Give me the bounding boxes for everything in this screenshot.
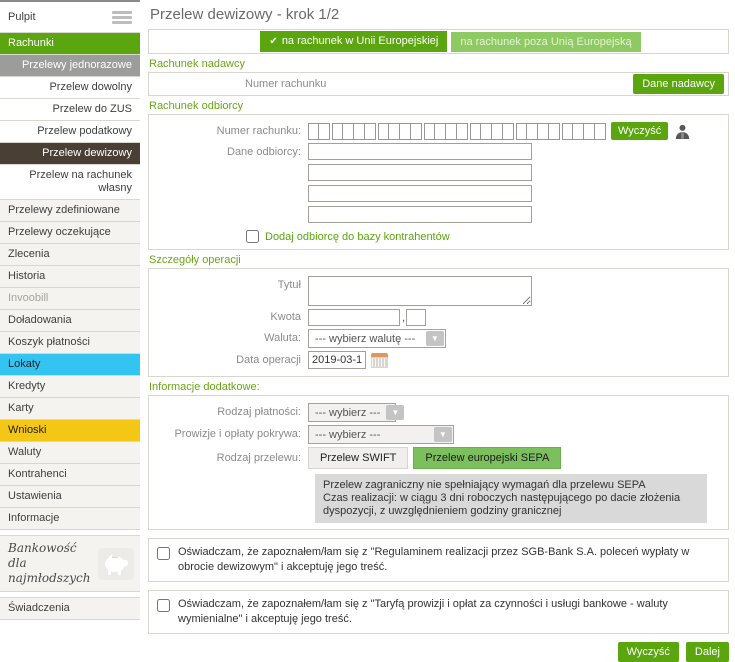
account-digit-cell[interactable] (470, 123, 481, 140)
account-digit-cell[interactable] (365, 123, 376, 140)
account-digit-cell[interactable] (503, 123, 514, 140)
sidebar-item-przelewy-jednorazowe[interactable]: Przelewy jednorazowe (0, 55, 140, 77)
declaration-2-text: Oświadczam, że zapoznałem/łam się z "Taryfą prowizji i opłat za czynności i usługi bankowe - waluty wymienialne" i akceptuję jego treść. (178, 598, 668, 625)
account-digit-cell[interactable] (354, 123, 365, 140)
declaration-panel-1 (148, 538, 729, 582)
piggy-bank-icon (98, 548, 134, 580)
additional-panel (148, 395, 729, 530)
account-digit-cell[interactable] (435, 123, 446, 140)
amount-decimals-input[interactable] (406, 309, 426, 326)
account-digit-cell[interactable] (378, 123, 389, 140)
details-section-label: Szczegóły operacji (149, 254, 241, 266)
account-digit-cell[interactable] (492, 123, 503, 140)
recipient-data-inputs (308, 143, 532, 223)
sidebar-item-label: Bankowość dla najmłodszych (8, 541, 91, 585)
next-step-button[interactable]: Dalej (686, 642, 729, 662)
sidebar-item-bankowosc-dla-najmlodszych[interactable] (0, 535, 140, 592)
payment-type-select[interactable] (308, 403, 400, 422)
transfer-type-label: Rodzaj przelewu: (216, 451, 301, 464)
sidebar-item-przelewy-zdefiniowane[interactable]: Przelewy zdefiniowane (0, 200, 140, 222)
add-to-contacts-checkbox[interactable] (246, 230, 259, 243)
transfer-info-line2: Czas realizacji: w ciągu 3 dni roboczych następującego po dacie złożenia dyspozycji, z uwzględnieniem godziny granicznej (323, 492, 681, 517)
payment-type-selected-value: --- wybierz --- (315, 406, 381, 419)
account-digit-cell[interactable] (457, 123, 468, 140)
chevron-down-icon: ▼ (426, 331, 444, 346)
sidebar-item-informacje[interactable]: Informacje (0, 508, 140, 530)
account-digit-cell[interactable] (573, 123, 584, 140)
tab-eu-account[interactable] (260, 31, 447, 52)
details-panel (148, 268, 729, 377)
sidebar-item-koszyk-platnosci[interactable]: Koszyk płatności (0, 332, 140, 354)
account-digit-cell[interactable] (562, 123, 573, 140)
recipient-data-input-1[interactable] (308, 143, 532, 160)
recipient-data-label: Dane odbiorcy: (227, 146, 301, 158)
sender-account-label: Numer rachunku (245, 78, 327, 90)
account-digit-cell[interactable] (595, 123, 606, 140)
recipient-account-segments[interactable] (308, 123, 606, 140)
recipient-data-input-4[interactable] (308, 206, 532, 223)
account-digit-cell[interactable] (308, 123, 319, 140)
account-digit-cell[interactable] (481, 123, 492, 140)
title-label: Tytuł (277, 279, 301, 291)
account-segment-group (332, 123, 376, 140)
sender-section-label: Rachunek nadawcy (149, 58, 246, 70)
page-title: Przelew dewizowy - krok 1/2 (150, 6, 340, 23)
account-segment-group (424, 123, 468, 140)
sidebar-item-przelew-dowolny[interactable]: Przelew dowolny (0, 77, 140, 99)
sender-details-button[interactable]: Dane nadawcy (633, 74, 724, 94)
sidebar-item-przelew-na-rachunek-wlasny[interactable]: Przelew na rachunek własny (0, 165, 140, 200)
sidebar-item-zlecenia[interactable]: Zlecenia (0, 244, 140, 266)
menu-icon[interactable] (112, 9, 132, 26)
account-digit-cell[interactable] (332, 123, 343, 140)
calendar-icon[interactable] (371, 353, 388, 368)
check-icon: ✔ (269, 36, 278, 47)
currency-selected-value: --- wybierz walutę --- (315, 332, 416, 345)
declaration-1-text: Oświadczam, że zapoznałem/łam się z "Regulaminem realizacji przez SGB-Bank S.A. poleceń wypłaty w obrocie dewizowym" i akceptuję jego treść. (178, 546, 690, 573)
amount-label: Kwota (270, 311, 301, 323)
currency-select[interactable] (308, 329, 446, 348)
account-digit-cell[interactable] (389, 123, 400, 140)
tab-non-eu-account[interactable] (451, 32, 640, 52)
sidebar-item-ustawienia[interactable]: Ustawienia (0, 486, 140, 508)
transfer-info-line1: Przelew zagraniczny nie spełniający wymagań dla przelewu SEPA (323, 479, 646, 491)
declaration-2-checkbox[interactable] (157, 599, 170, 612)
swift-transfer-button[interactable]: Przelew SWIFT (308, 447, 408, 469)
sidebar-item-label: Pulpit (8, 11, 36, 23)
account-digit-cell[interactable] (584, 123, 595, 140)
account-segment-group (378, 123, 422, 140)
sidebar-item-waluty[interactable]: Waluty (0, 442, 140, 464)
recipient-data-input-2[interactable] (308, 164, 532, 181)
date-label: Data operacji (236, 353, 301, 366)
recipient-panel (148, 114, 729, 250)
contact-lookup-icon[interactable] (674, 124, 691, 139)
declaration-1-checkbox[interactable] (157, 547, 170, 560)
chevron-down-icon: ▼ (434, 427, 452, 442)
payment-type-label: Rodzaj płatności: (217, 406, 301, 418)
sender-panel (148, 72, 729, 96)
chevron-down-icon: ▼ (386, 405, 404, 420)
declaration-panel-2 (148, 590, 729, 634)
operation-date-input[interactable] (308, 351, 366, 369)
tab-eu-label: na rachunek w Unii Europejskiej (281, 35, 439, 47)
sidebar-item-wnioski[interactable]: Wnioski (0, 420, 140, 442)
sidebar-item-przelew-do-zus[interactable]: Przelew do ZUS (0, 99, 140, 121)
sidebar-item-pulpit[interactable] (0, 2, 140, 33)
account-digit-cell[interactable] (319, 123, 330, 140)
decimal-separator: , (402, 311, 406, 324)
additional-section-label: Informacje dodatkowe: (149, 381, 260, 393)
account-digit-cell[interactable] (424, 123, 435, 140)
account-digit-cell[interactable] (516, 123, 527, 140)
sidebar-item-rachunki[interactable]: Rachunki (0, 33, 140, 55)
sidebar-item-lokaty[interactable]: Lokaty (0, 354, 140, 376)
account-digit-cell[interactable] (400, 123, 411, 140)
account-segment-group (562, 123, 606, 140)
sidebar-item-karty[interactable]: Karty (0, 398, 140, 420)
account-digit-cell[interactable] (538, 123, 549, 140)
transfer-info-box (315, 474, 707, 523)
sidebar-item-historia[interactable]: Historia (0, 266, 140, 288)
sidebar-item-przelew-dewizowy[interactable]: Przelew dewizowy (0, 143, 140, 165)
account-digit-cell[interactable] (549, 123, 560, 140)
recipient-clear-button[interactable]: Wyczyść (611, 122, 668, 140)
fees-selected-value: --- wybierz --- (315, 428, 381, 441)
clear-form-button[interactable]: Wyczyść (618, 642, 679, 662)
sepa-transfer-button[interactable]: Przelew europejski SEPA (413, 447, 561, 469)
main-content (148, 0, 729, 662)
add-to-contacts-label: Dodaj odbiorcę do bazy kontrahentów (265, 230, 450, 243)
sidebar-item-przelew-podatkowy[interactable]: Przelew podatkowy (0, 121, 140, 143)
recipient-account-label: Numer rachunku: (216, 124, 301, 137)
fees-label: Prowizje i opłaty pokrywa: (174, 428, 301, 440)
sidebar-item-invoobill[interactable]: Invoobill (0, 288, 140, 310)
recipient-section-label: Rachunek odbiorcy (149, 100, 244, 112)
account-digit-cell[interactable] (527, 123, 538, 140)
sidebar (0, 0, 140, 620)
account-digit-cell[interactable] (446, 123, 457, 140)
account-digit-cell[interactable] (411, 123, 422, 140)
sidebar-item-swiadczenia[interactable]: Świadczenia (0, 597, 140, 620)
account-digit-cell[interactable] (343, 123, 354, 140)
amount-input[interactable] (308, 309, 400, 326)
fees-select[interactable] (308, 425, 454, 444)
sidebar-item-kredyty[interactable]: Kredyty (0, 376, 140, 398)
sidebar-item-doladowania[interactable]: Doładowania (0, 310, 140, 332)
tab-non-eu-label: na rachunek poza Unią Europejską (460, 35, 632, 48)
account-segment-group (308, 123, 330, 140)
account-segment-group (516, 123, 560, 140)
title-textarea[interactable] (308, 276, 532, 306)
transfer-destination-tabbar (148, 29, 729, 54)
account-segment-group (470, 123, 514, 140)
footer-actions (148, 642, 729, 662)
recipient-data-input-3[interactable] (308, 185, 532, 202)
sidebar-item-przelewy-oczekujace[interactable]: Przelewy oczekujące (0, 222, 140, 244)
sidebar-item-kontrahenci[interactable]: Kontrahenci (0, 464, 140, 486)
currency-label: Waluta: (264, 332, 301, 344)
